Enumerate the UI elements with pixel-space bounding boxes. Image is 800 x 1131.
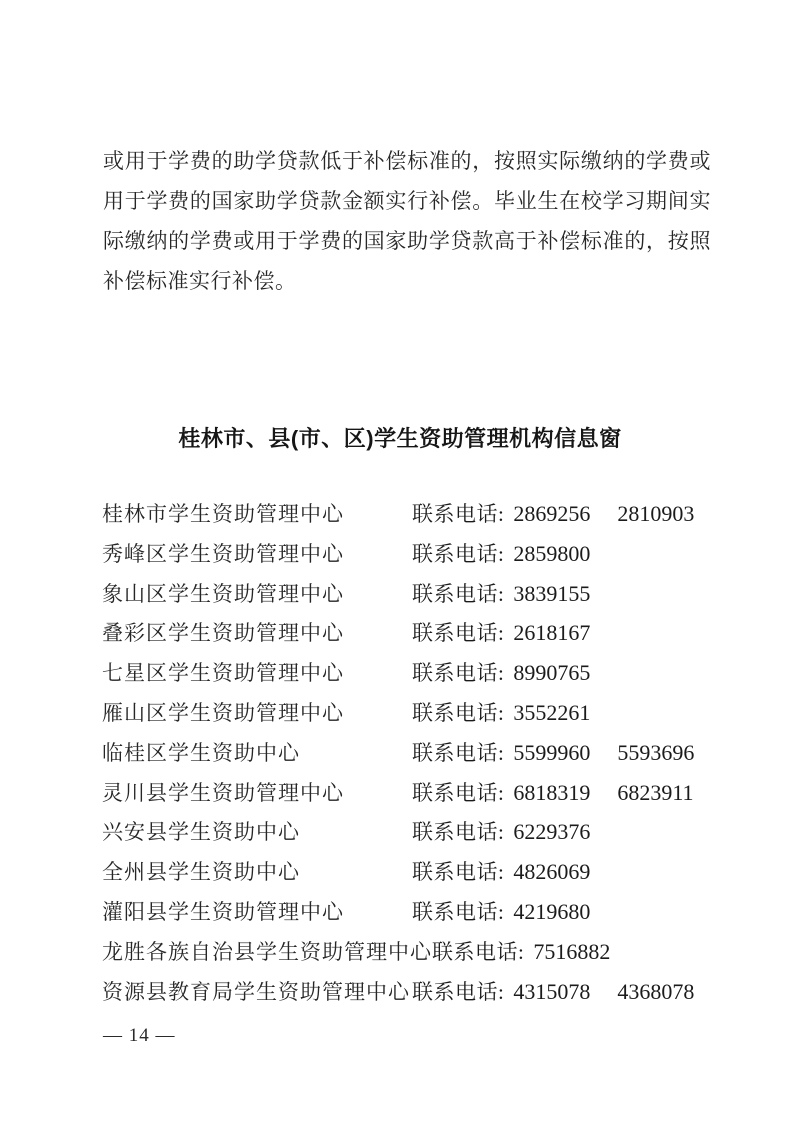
paragraph-line: 或用于学费的助学贷款低于补偿标准的，按照实际缴纳的学费或 <box>103 149 711 173</box>
paragraph-line: 补偿标准实行补偿。 <box>103 269 297 293</box>
org-name: 雁山区学生资助管理中心 <box>102 700 344 725</box>
phone-cell <box>412 976 694 1006</box>
phone-label: 联系电话: <box>412 541 505 566</box>
phone-label: 联系电话: <box>412 502 505 526</box>
phone-number: 2859800 <box>513 540 591 566</box>
phone-numbers <box>504 582 590 606</box>
directory-row <box>102 936 732 976</box>
phone-number: 4219680 <box>513 898 591 924</box>
phone-numbers <box>504 542 590 566</box>
page-number: — 14 — <box>103 1025 176 1046</box>
org-name: 资源县教育局学生资助管理中心 <box>102 979 410 1004</box>
phone-cell <box>412 856 590 886</box>
phone-number: 6229376 <box>513 819 591 845</box>
phone-label: 联系电话: <box>432 939 525 964</box>
phone-numbers <box>504 980 694 1004</box>
phone-numbers <box>504 701 590 725</box>
org-name: 全州县学生资助中心 <box>102 860 300 885</box>
directory-row <box>102 538 732 578</box>
phone-cell <box>432 936 610 966</box>
directory-row <box>102 896 732 936</box>
phone-numbers <box>504 502 694 526</box>
org-name: 秀峰区学生资助管理中心 <box>102 541 344 566</box>
phone-label: 联系电话: <box>412 661 505 686</box>
phone-cell <box>412 737 694 767</box>
phone-label: 联系电话: <box>412 700 505 725</box>
paragraph-line: 用于学费的国家助学贷款金额实行补偿。毕业生在校学习期间实 <box>103 189 711 213</box>
phone-number: 4826069 <box>513 859 591 885</box>
phone-number: 8990765 <box>513 660 591 686</box>
phone-number: 5593696 <box>617 739 695 765</box>
phone-number: 2869256 <box>513 501 591 526</box>
phone-cell <box>412 697 590 727</box>
directory-row <box>102 697 732 737</box>
directory-row <box>102 617 732 657</box>
phone-number: 5599960 <box>513 739 591 765</box>
phone-numbers <box>504 741 694 765</box>
section-title: 桂林市、县(市、区)学生资助管理机构信息窗 <box>178 426 622 451</box>
org-name: 象山区学生资助管理中心 <box>102 581 344 606</box>
org-name: 龙胜各族自治县学生资助管理中心 <box>102 939 432 964</box>
directory-row <box>102 657 732 697</box>
directory-row <box>102 737 732 777</box>
org-name: 七星区学生资助管理中心 <box>102 661 344 686</box>
body-paragraph <box>103 141 711 301</box>
org-name: 灌阳县学生资助管理中心 <box>102 899 344 924</box>
directory-row <box>102 976 732 1016</box>
phone-label: 联系电话: <box>412 581 505 606</box>
phone-label: 联系电话: <box>412 979 505 1004</box>
phone-cell <box>412 498 694 528</box>
phone-numbers <box>504 900 590 924</box>
phone-label: 联系电话: <box>412 820 505 845</box>
directory-row <box>102 856 732 896</box>
org-name: 桂林市学生资助管理中心 <box>102 502 344 526</box>
directory-row <box>102 578 732 618</box>
phone-number: 4315078 <box>513 978 591 1004</box>
phone-label: 联系电话: <box>412 621 505 646</box>
paragraph-line: 际缴纳的学费或用于学费的国家助学贷款高于补偿标准的，按照 <box>103 229 711 253</box>
phone-numbers <box>504 820 590 844</box>
phone-cell <box>412 657 590 687</box>
phone-cell <box>412 578 590 608</box>
phone-cell <box>412 538 590 568</box>
org-name: 临桂区学生资助中心 <box>102 740 300 765</box>
phone-cell <box>412 896 590 926</box>
directory-list <box>102 498 732 1015</box>
phone-number: 3552261 <box>513 699 591 725</box>
phone-number: 6818319 <box>513 779 591 805</box>
org-name: 兴安县学生资助中心 <box>102 820 300 845</box>
phone-number: 3839155 <box>513 580 591 606</box>
phone-numbers <box>504 661 590 685</box>
phone-number: 7516882 <box>533 938 611 964</box>
org-name: 叠彩区学生资助管理中心 <box>102 621 344 646</box>
phone-numbers <box>524 940 610 964</box>
phone-number: 4368078 <box>617 978 695 1004</box>
phone-number: 6823911 <box>617 779 694 805</box>
phone-label: 联系电话: <box>412 860 505 885</box>
directory-row <box>102 816 732 856</box>
phone-cell <box>412 617 590 647</box>
phone-numbers <box>504 621 590 645</box>
directory-row <box>102 498 732 538</box>
phone-number: 2810903 <box>617 501 695 526</box>
phone-cell <box>412 777 694 807</box>
phone-label: 联系电话: <box>412 899 505 924</box>
phone-number: 2618167 <box>513 620 591 646</box>
org-name: 灵川县学生资助管理中心 <box>102 780 344 805</box>
phone-label: 联系电话: <box>412 780 505 805</box>
phone-numbers <box>504 860 590 884</box>
phone-cell <box>412 816 590 846</box>
phone-label: 联系电话: <box>412 740 505 765</box>
phone-numbers <box>504 781 693 805</box>
directory-row <box>102 777 732 817</box>
